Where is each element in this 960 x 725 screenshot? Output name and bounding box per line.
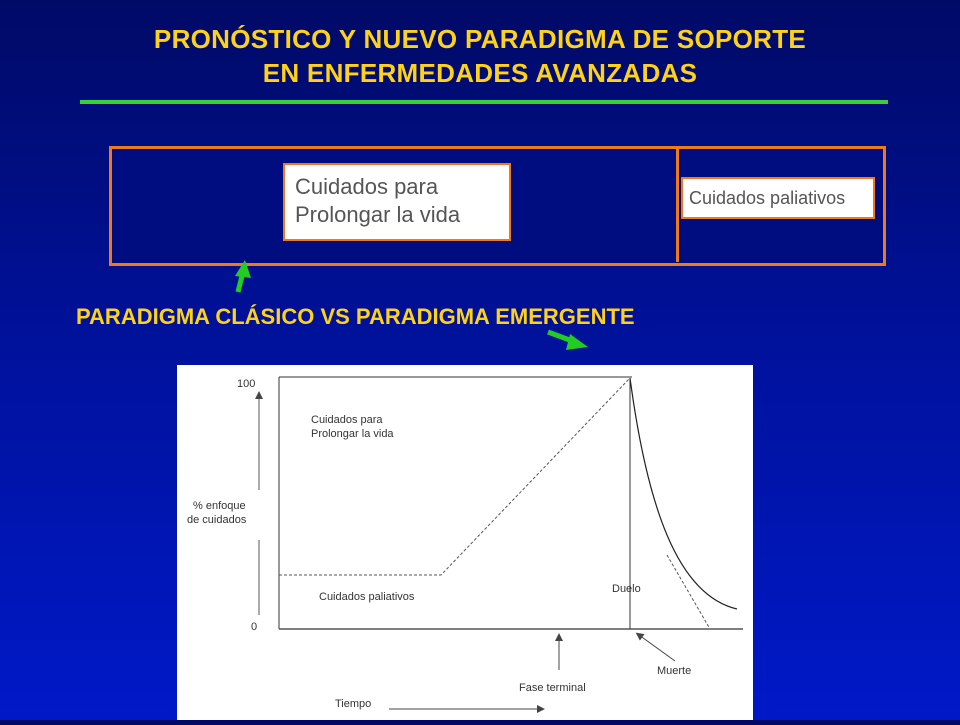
y-label-line-1: % enfoque bbox=[193, 500, 246, 512]
grief-dashed-line bbox=[667, 555, 710, 629]
grief-curve bbox=[630, 378, 737, 609]
paradigm-subtitle: PARADIGMA CLÁSICO VS PARADIGMA EMERGENTE bbox=[76, 304, 635, 329]
diagram-svg bbox=[177, 365, 753, 720]
emergent-paradigm-diagram bbox=[177, 365, 753, 720]
classic-life-line-1: Cuidados para bbox=[295, 174, 439, 199]
chart-palliative-label: Cuidados paliativos bbox=[319, 591, 415, 603]
death-arrow bbox=[639, 635, 675, 661]
terminal-label: Fase terminal bbox=[519, 682, 586, 694]
y-max-label: 100 bbox=[237, 378, 256, 390]
title-line-1: PRONÓSTICO Y NUEVO PARADIGMA DE SOPORTE bbox=[153, 24, 807, 54]
title-line-2: EN ENFERMEDADES AVANZADAS bbox=[262, 58, 698, 88]
chart-life-line-2: Prolongar la vida bbox=[311, 428, 394, 440]
arrow-down-right-icon bbox=[548, 332, 588, 350]
classic-palliative-label: Cuidados paliativos bbox=[681, 177, 875, 219]
chart-life-line-1: Cuidados para bbox=[311, 414, 383, 426]
death-label: Muerte bbox=[657, 665, 692, 677]
y-label-line-2: de cuidados bbox=[187, 514, 247, 526]
time-label: Tiempo bbox=[335, 698, 372, 710]
palliative-dashed-line bbox=[279, 378, 630, 575]
arrow-up-icon bbox=[235, 260, 251, 292]
grief-label: Duelo bbox=[612, 583, 641, 595]
y-min-label: 0 bbox=[251, 621, 258, 633]
classic-life-line-2: Prolongar la vida bbox=[295, 202, 461, 227]
